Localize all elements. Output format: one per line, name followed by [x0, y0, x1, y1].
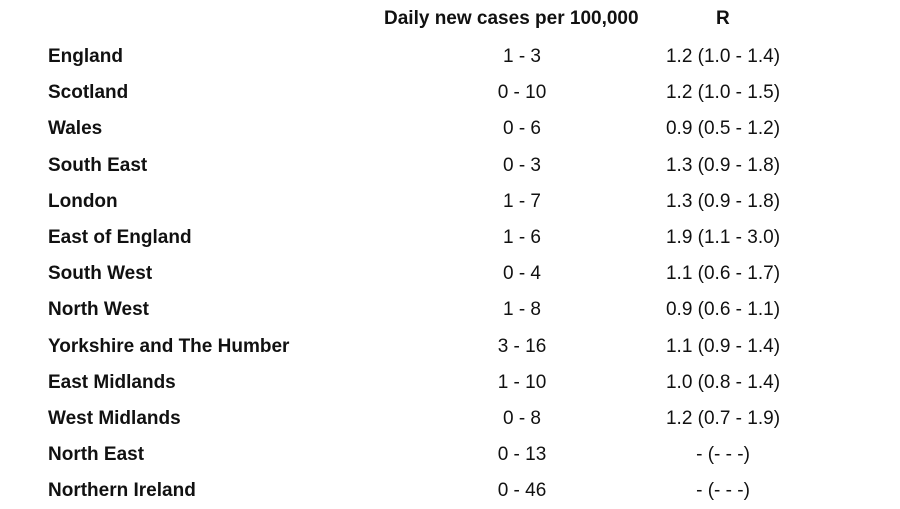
r-value: 1.2 (1.0 - 1.5)	[665, 82, 781, 104]
table-row	[0, 292, 900, 328]
table-row	[0, 75, 900, 111]
daily-cases-value: 0 - 4	[502, 263, 542, 285]
daily-cases-value: 0 - 10	[497, 82, 547, 104]
region-name: North West	[48, 299, 149, 321]
daily-cases-value: 1 - 10	[497, 371, 547, 393]
region-name: Yorkshire and The Humber	[48, 335, 290, 357]
region-name: West Midlands	[48, 407, 181, 429]
region-name: Wales	[48, 118, 103, 140]
daily-cases-value: 0 - 3	[502, 154, 542, 176]
table-row	[0, 256, 900, 292]
r-value: 1.3 (0.9 - 1.8)	[665, 190, 781, 212]
r-value: 1.2 (1.0 - 1.4)	[665, 46, 781, 67]
daily-cases-value: 0 - 46	[497, 480, 547, 502]
table-row	[0, 473, 900, 509]
region-name: Northern Ireland	[48, 480, 196, 502]
table-row	[0, 220, 900, 256]
r-value: 1.0 (0.8 - 1.4)	[665, 371, 781, 393]
table-row	[0, 111, 900, 147]
daily-cases-value: 1 - 3	[502, 46, 542, 67]
table-row	[0, 184, 900, 220]
table-row	[0, 437, 900, 473]
r-value: 1.1 (0.6 - 1.7)	[665, 263, 781, 285]
column-header-daily-cases: Daily new cases per 100,000	[384, 8, 639, 29]
region-name: North East	[48, 444, 145, 466]
r-value: 1.2 (0.7 - 1.9)	[665, 407, 781, 429]
region-name: East of England	[48, 226, 192, 248]
daily-cases-value: 0 - 8	[502, 407, 542, 429]
daily-cases-value: 1 - 7	[502, 190, 542, 212]
r-value: - (- - -)	[696, 444, 750, 466]
table-row	[0, 148, 900, 184]
r-value: 1.1 (0.9 - 1.4)	[665, 335, 781, 357]
table-row	[0, 401, 900, 437]
region-name: Scotland	[48, 82, 129, 104]
daily-cases-value: 0 - 6	[502, 118, 542, 140]
table-header-row	[0, 4, 900, 34]
daily-cases-value: 1 - 6	[502, 226, 542, 248]
r-value: 1.9 (1.1 - 3.0)	[665, 226, 781, 248]
region-name: South West	[48, 263, 153, 285]
region-name: London	[48, 190, 118, 212]
daily-cases-value: 3 - 16	[497, 335, 547, 357]
daily-cases-value: 1 - 8	[502, 299, 542, 321]
region-name: South East	[48, 154, 148, 176]
region-name: England	[48, 46, 123, 67]
r-value: - (- - -)	[696, 480, 750, 502]
table-row	[0, 329, 900, 365]
table-body	[0, 39, 900, 509]
column-header-r: R	[716, 8, 730, 29]
region-name: East Midlands	[48, 371, 176, 393]
table-row	[0, 365, 900, 401]
r-value: 0.9 (0.5 - 1.2)	[665, 118, 781, 140]
daily-cases-value: 0 - 13	[497, 444, 547, 466]
table-row	[0, 39, 900, 75]
r-value: 0.9 (0.6 - 1.1)	[665, 299, 781, 321]
r-value: 1.3 (0.9 - 1.8)	[665, 154, 781, 176]
